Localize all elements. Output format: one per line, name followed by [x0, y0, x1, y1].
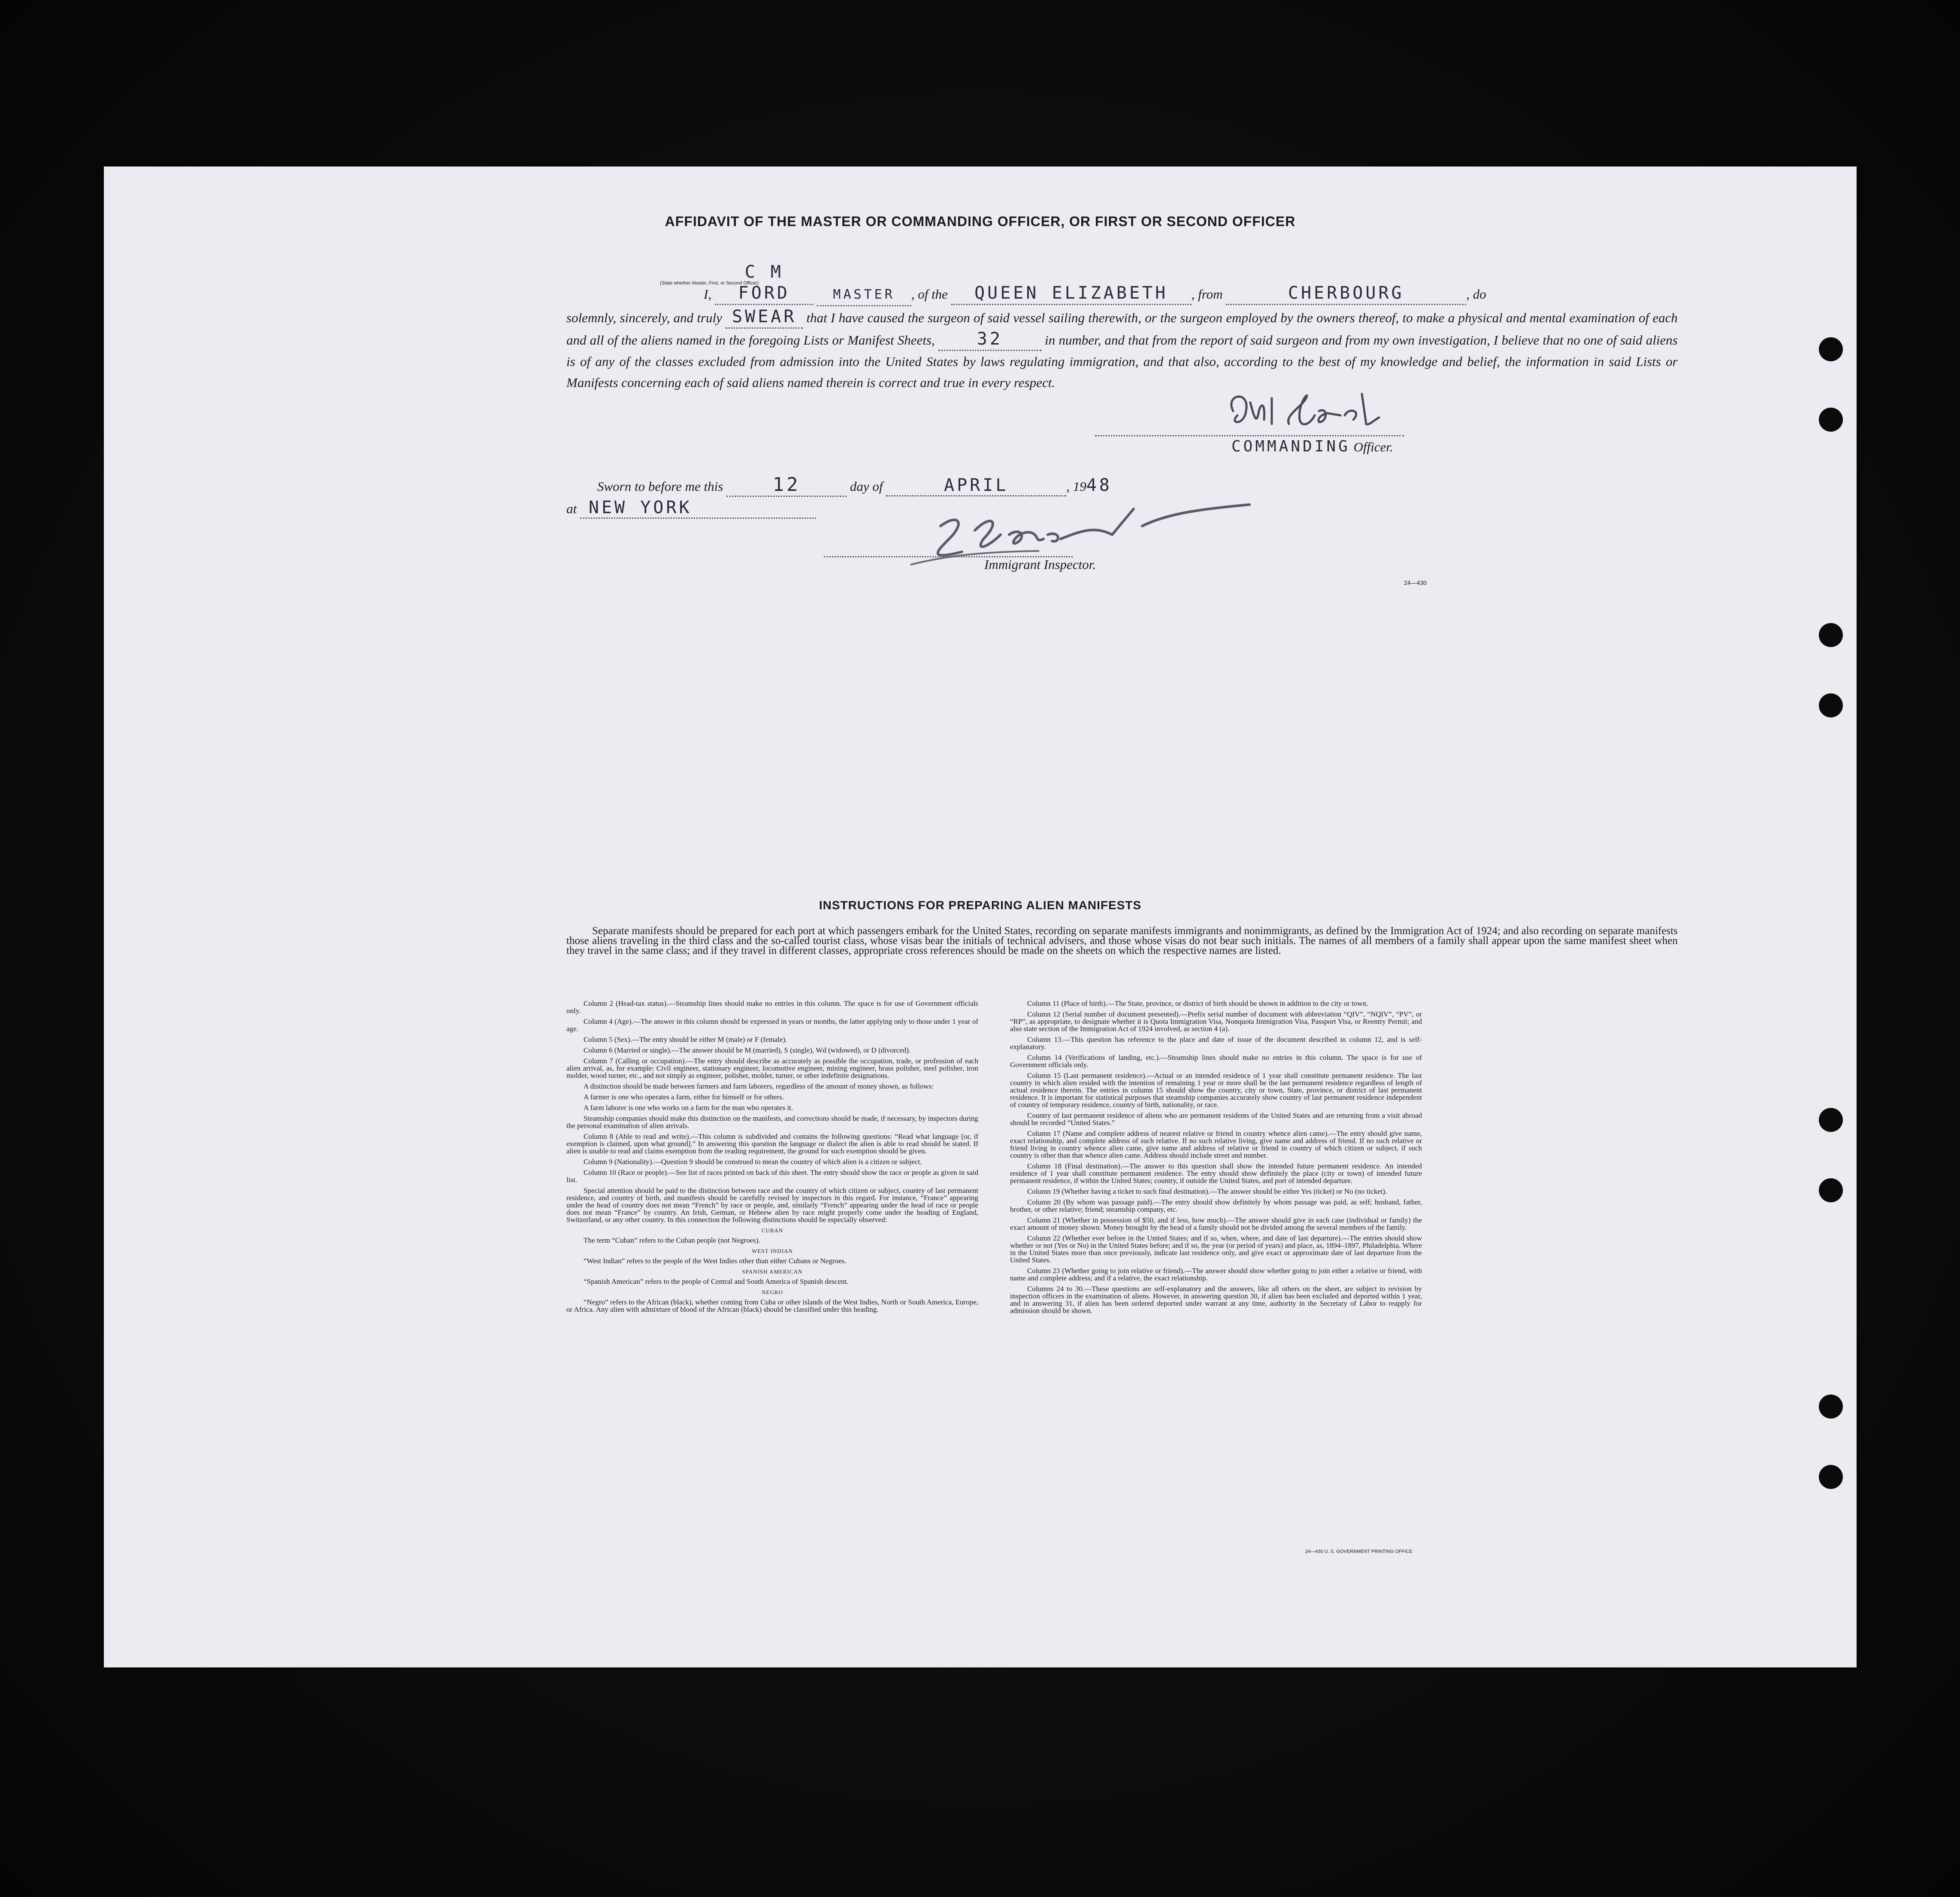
instruction-paragraph: Column 21 (Whether in possession of $50, and if less, how much).—The answer should give in each case (individual or family) the exact amount of money shown. Money brought by the head of a family should not be divided among the several members of the family. — [1010, 1216, 1422, 1231]
instruction-paragraph: “West Indian” refers to the people of the West Indies other than either Cubans or Negroes. — [584, 1257, 847, 1265]
officer-title: COMMANDING — [1231, 438, 1350, 455]
sworn-line: Sworn to before me this 12 day of APRIL , 1948 — [597, 474, 1112, 497]
sheet-count: 32 — [938, 329, 1041, 351]
instructions-title: INSTRUCTIONS FOR PREPARING ALIEN MANIFESTS — [819, 899, 1142, 912]
instruction-paragraph: Column 15 (Last permanent residence).—Actual or an intended residence of 1 year shall constitute permanent residence. The last country in which alien resided with the intention of remaining 1 year or more shall be the last permanent residence regardless of length of actual residence therein. The entries in column 15 should show the country, city or town, State, province, or district of last permanent residence. It is important for statistical purposes that steamship companies accurately show country of last permanent residence independent of country of temporary residence, country of birth, nationality, or race. — [1010, 1071, 1422, 1109]
form-number: 24—430 — [1404, 579, 1427, 586]
affidavit-title: AFFIDAVIT OF THE MASTER OR COMMANDING OFFICER, OR FIRST OR SECOND OFFICER — [665, 214, 1296, 229]
section-header: NEGRO — [762, 1289, 783, 1295]
instruction-paragraph: Column 22 (Whether ever before in the United States; and if so, when, where, and date of last departure).—The entries should show whether or not (Yes or No) in the United States before; and if so, the year (or period of years) and place, as, 1894–1897, Philadelphia. Where in the United States more than once previously, indicate last residence only, and give exact or approximate date of last departure from the United States. — [1010, 1234, 1422, 1264]
vessel-name: QUEEN ELIZABETH — [951, 283, 1192, 305]
binder-hole — [1819, 1108, 1843, 1132]
instruction-paragraph: Column 7 (Calling or occupation).—The entry should describe as accurately as possible the occupation, trade, or profession of each alien arrival, as, for example: Civil engineer, stationary engineer, locomotive engineer, mining engineer, brass polisher, steel polisher, iron molder, wood turner, etc., and not simply as engineer, polisher, molder, turner, or other indefinite designations. — [566, 1057, 978, 1080]
instruction-paragraph: Column 19 (Whether having a ticket to such final destination).—The answer should be either Yes (ticket) or No (no ticket). — [1027, 1187, 1387, 1195]
printing-office-code: 24—430 U. S. GOVERNMENT PRINTING OFFICE — [1305, 1549, 1413, 1554]
instruction-paragraph: Column 8 (Able to read and write).—This column is subdivided and contains the following questions: “Read what language [or, if exemption is claimed, upon what ground].” In answering this question the language or dialect the alien is able to read should be stated. If alien is unable to read and claims exemption from the reading requirement, the ground for such exemption should be given. — [566, 1132, 978, 1155]
place-line: at NEW YORK — [566, 498, 816, 519]
instructions-intro: Separate manifests should be prepared for each port at which passengers embark for the United States, recording on separate manifests immigrants and nonimmigrants, as defined by the Immigration Act of 1924; and also recording on separate manifests those aliens traveling in the third class and the so-called tourist class, whose visas bear the initials of technical advisers, and those whose visas do not bear such initials. The names of all members of a family shall appear upon the same manifest sheet when they travel in the same class; and if they travel in different classes, appropriate cross references should be made on the sheets on which the respective names are listed. — [566, 925, 1678, 956]
sworn-year: 48 — [1086, 475, 1112, 495]
instruction-paragraph: Column 12 (Serial number of document presented).—Prefix serial number of document with abbreviation “QIV”, “NQIV”, “PV”, or “RP”, as appropriate, to designate whether it is Quota Immigration Visa, Nonquota Immigration Visa, Passport Visa, or Reentry Permit; and also state section of the Immigration Act of 1924 involved, as section 4 (a). — [1010, 1010, 1422, 1033]
sworn-month: APRIL — [886, 475, 1066, 496]
master-signature — [1225, 385, 1388, 437]
instruction-paragraph: “Spanish American” refers to the people of Central and South America of Spanish descent. — [584, 1277, 849, 1286]
instruction-paragraph: Special attention should be paid to the distinction between race and the country of which citizen or subject, country of last permanent residence, and country of birth, and manifests should be carefully revised by inspectors in this regard. For instance, “France” appearing under the head of country does not mean “French” by race or people, and, similarly “French” appearing under the head of race or people does not mean “France” by country. An Irish, German, or Hebrew alien by race might properly come under the heading of England, Switzerland, or any other country. In this connection the following distinctions should be especially observed: — [566, 1186, 978, 1224]
affidavit-text: I, C M FORD MASTER , of the QUEEN ELIZABETH , from CHERBOURG , do solemnly, sincerely, and truly SWEAR that I have caused the surgeon of said vessel sailing therewith, or the surgeon employed by the owners thereof, to make a physical and mental examination of each and all of the aliens named in the foregoing Lists or Manifest Sheets, 32 in number, and that from the report of said surgeon and from my own investigation, I believe that no one of said aliens is of any of the classes excluded from admission into the United States by laws regulating immigration, and that also, according to the best of my knowledge and belief, the information in said Lists or Manifests concerning each of said aliens named therein is correct and true in every respect. — [566, 262, 1678, 390]
instruction-paragraph: Column 6 (Married or single).—The answer should be M (married), S (single), Wd (widowed), or D (divorced). — [584, 1046, 911, 1054]
binder-hole — [1819, 1178, 1843, 1202]
inspector-label: Immigrant Inspector. — [984, 557, 1096, 572]
section-header: WEST INDIAN — [752, 1248, 793, 1254]
section-header: CUBAN — [761, 1227, 783, 1234]
binder-hole — [1819, 1465, 1843, 1489]
instruction-paragraph: A farmer is one who operates a farm, either for himself or for others. — [584, 1093, 784, 1101]
officer-rank: MASTER — [817, 284, 911, 306]
instruction-paragraph: The term “Cuban” refers to the Cuban people (not Negroes). — [584, 1236, 760, 1244]
binder-hole — [1819, 1395, 1843, 1419]
instruction-paragraph: A distinction should be made between farmers and farm laborers, regardless of the amount of money shown, as follows: — [584, 1082, 934, 1090]
sworn-place: NEW YORK — [580, 498, 816, 519]
instruction-paragraph: Column 18 (Final destination).—The answer to this question shall show the intended future permanent residence. An intended residence of 1 year shall constitute permanent residence. The entry should show definitely the place (city or town) of intended future permanent residence, if within the United States; country, if outside the United States, and port of intended departure. — [1010, 1162, 1422, 1185]
instruction-paragraph: Column 5 (Sex).—The entry should be either M (male) or F (female). — [584, 1035, 787, 1044]
instruction-paragraph: Column 14 (Verifications of landing, etc.).—Steamship lines should make no entries in this column. The space is for use of Government officials only. — [1010, 1053, 1422, 1069]
manifest-sheet: AFFIDAVIT OF THE MASTER OR COMMANDING OFFICER, OR FIRST OR SECOND OFFICER I, C M FORD MASTER , of the QUEEN ELIZABETH , from CHERBOURG , do solemnly, sincerely, and truly SWEAR that I have caused the surgeon of said vessel sailing therewith, or the surgeon employed by the owners thereof, to make a physical and mental examination of each and all of the aliens named in the foregoing Lists or Manifest Sheets, 32 in number, and that from the report of said surgeon and from my own investigation, I believe that no one of said aliens is of any of the classes excluded from admission into the United States by laws regulating immigration, and that also, according to the best of my knowledge and belief, the information in said Lists or Manifests concerning each of said aliens named therein is correct and true in every respect. (State whether Master, First, or Second Officer) COMMANDING Officer. Sworn to before me this 12 day of APRIL , 1948 at NEW YORK Immigrant Inspector. 24—430 INSTRUCTIONS FOR PREPARING ALIEN MANIFESTS Separate manifests should be prepared for each port at which passengers embark for the United States, recording on separate manifests immigrants and nonimmigrants, as defined by the Immigration Act of 1924; and also recording on separate manifests those aliens traveling in the third class and the so-called tourist class, whose visas bear the initials of technical advisers, and those whose visas do not bear such initials. The names of all members of a family shall appear upon the same manifest sheet when they travel in the same class; and if they travel in different classes, appropriate cross references should be made on the sheets on which the respective names are listed. Column 2 (Head-tax status).—Steamship lines should make no entries in this column. The space is for use of Government officials only. Column 4 (Age).—The answer in this column should be expressed in years or months, the latter applying only to those under 1 year of age. Column 5 (Sex).—The entry should be either M (male) or F (female). Column 6 (Married or single).—The answer should be M (married), S (single), Wd (widowed), or D (divorced). Column 7 (Calling or occupation).—The entry should describe as accurately as possible the occupation, trade, or profession of each alien arrival, as, for example: Civil engineer, stationary engineer, locomotive engineer, mining engineer, brass polisher, steel polisher, iron molder, wood turner, etc., and not simply as engineer, polisher, molder, turner, or other indefinite designations. A distinction should be made between farmers and farm laborers, regardless of the amount of money shown, as follows: A farmer is one who operates a farm, either for himself or for others. A farm laborer is one who works on a farm for the man who operates it. Steamship companies should make this distinction on the manifests, and corrections should be made, if necessary, by inspectors during the personal examination of alien arrivals. Column 8 (Able to read and write).—This column is subdivided and contains the following questions: “Read what language [or, if exemption is claimed, upon what ground].” In answering this question the language or dialect the alien is able to read should be stated. If alien is unable to read and claims exemption from the reading requirement, the ground for such exemption should be given. Column 9 (Nationality).—Question 9 should be construed to mean the country of which alien is a citizen or subject. Column 10 (Race or people).—See list of races printed on back of this sheet. The entry should show the race or people as given in said list. Special attention should be paid to the distinction between race and the country of which citizen or subject, country of last permanent residence, and country of birth, and manifests should be carefully revised by inspectors in this regard. For instance, “France” appearing under the head of country does not mean “French” by race or people, and, similarly “French” appearing under the head of race or people does not mean “France” by country. An Irish, German, or Hebrew alien by race might properly come under the heading of England, Switzerland, or any other country. In this connection the following distinctions should be especially observed: CUBAN The term “Cuban” refers to the Cuban people (not Negroes). WEST INDIAN “West Indian” refers to the people of the West Indies other than either Cubans or Negroes. SPANISH AMERICAN “Spanish American” refers to the people of Central and South America of Spanish descent. NEGRO “Negro” refers to the African (black), whether coming from Cuba or other islands of the West Indies, North or South America, Europe, or Africa. Any alien with admixture of blood of the African (black) should be classified under this heading. Column 11 (Place of birth).—The State, province, or district of birth should be shown in addition to the city or town. Column 12 (Serial number of document presented).—Prefix serial number of document with abbreviation “QIV”, “NQIV”, “PV”, or “RP”, as appropriate, to designate whether it is Quota Immigration Visa, Nonquota Immigration Visa, Passport Visa, or Reentry Permit; and also state section of the Immigration Act of 1924 involved, as section 4 (a). Column 13.—This question has reference to the place and date of issue of the document described in column 12, and is self-explanatory. Column 14 (Verifications of landing, etc.).—Steamship lines should make no entries in this column. The space is for use of Government officials only. Column 15 (Last permanent residence).—Actual or an intended residence of 1 year shall constitute permanent residence. The last country in which alien resided with the intention of remaining 1 year or more shall be the last permanent residence regardless of length of actual residence therein. The entries in column 15 should show the country, city or town, State, province, or district of last permanent residence. It is important for statistical purposes that steamship companies accurately show country of last permanent residence independent of country of temporary residence, country of birth, nationality, or race. Country of last permanent residence of aliens who are permanent residents of the United States and are returning from a visit abroad should be recorded “United States.” Column 17 (Name and complete address of nearest relative or friend in country whence alien came).—The entry should give name, exact relationship, and complete address of such relative. If no such relative living, give name and address of friend. If no such relative or friend living in country whence alien came, give name and address of relative or friend in country of which citizen or subject, if such country is other than that whence alien came. Address should include street and number. Column 18 (Final destination).—The answer to this question shall show the intended future permanent residence. An intended residence of 1 year shall constitute permanent residence. The entry should show definitely the place (city or town) of intended future permanent residence, if within the United States; country, if outside the United States, and port of intended departure. Column 19 (Whether having a ticket to such final destination).—The answer should be either Yes (ticket) or No (no ticket). Column 20 (By whom was passage paid).—The entry should show definitely by whom passage was paid, as self; husband, father, brother, or other relative; friend; steamship company, etc. Column 21 (Whether in possession of $50, and if less, how much).—The answer should give in each case (individual or family) the exact amount of money shown. Money brought by the head of a family should not be divided among the several members of the family. Column 22 (Whether ever before in the United States; and if so, when, where, and date of last departure).—The entries should show whether or not (Yes or No) in the United States before; and if so, the year (or period of years) and place, as, 1894–1897, Philadelphia. Where in the United States more than once previously, indicate last residence only, and give exact or approximate date of last departure from the United States. Column 23 (Whether going to join relative or friend).—The answer should show whether going to join either a relative or friend, with name and complete address; and if a relative, the exact relationship. Columns 24 to 30.—These questions are self-explanatory and the answers, like all others on the sheet, are subject to revision by inspection officers in the examination of aliens. However, in answering question 30, if alien has been excluded and deported within 1 year, and in answering 31, if alien has been ordered deported under warrant at any time, authority in the Secretary of Labor to reapply for admission should be shown. 24—430 U. S. GOVERNMENT PRINTING OFFICE — [104, 166, 1857, 1667]
binder-hole — [1819, 693, 1843, 717]
instruction-paragraph: Columns 24 to 30.—These questions are self-explanatory and the answers, like all others on the sheet, are subject to revision by inspection officers in the examination of aliens. However, in answering question 30, if alien has been excluded and deported within 1 year, and in answering 31, if alien has been ordered deported under warrant at any time, authority in the Secretary of Labor to reapply for admission should be shown. — [1010, 1285, 1422, 1315]
binder-hole — [1819, 623, 1843, 647]
sworn-day: 12 — [726, 474, 847, 497]
instruction-paragraph: Column 10 (Race or people).—See list of races printed on back of this sheet. The entry should show the race or people as given in said list. — [566, 1168, 978, 1184]
master-name: C M FORD — [715, 262, 814, 305]
oath-word: SWEAR — [726, 306, 803, 329]
binder-hole — [1819, 408, 1843, 432]
rank-note: (State whether Master, First, or Second Officer) — [660, 281, 759, 286]
departure-port: CHERBOURG — [1226, 283, 1466, 305]
instruction-paragraph: Column 2 (Head-tax status).—Steamship lines should make no entries in this column. The space is for use of Government officials only. — [566, 999, 978, 1015]
instruction-paragraph: Steamship companies should make this distinction on the manifests, and corrections should be made, if necessary, by inspectors during the personal examination of alien arrivals. — [566, 1114, 978, 1130]
binder-hole — [1819, 337, 1843, 361]
instruction-paragraph: Column 11 (Place of birth).—The State, province, or district of birth should be shown in addition to the city or town. — [1027, 999, 1368, 1007]
instruction-paragraph: Country of last permanent residence of aliens who are permanent residents of the United States and are returning from a visit abroad should be recorded “United States.” — [1010, 1111, 1422, 1127]
instruction-paragraph: Column 4 (Age).—The answer in this column should be expressed in years or months, the latter applying only to those under 1 year of age. — [566, 1017, 978, 1033]
master-signature-line — [1095, 435, 1404, 436]
instruction-paragraph: Column 13.—This question has reference to the place and date of issue of the document described in column 12, and is self-explanatory. — [1010, 1035, 1422, 1051]
section-header: SPANISH AMERICAN — [742, 1268, 803, 1275]
instruction-paragraph: A farm laborer is one who works on a farm for the man who operates it. — [584, 1104, 793, 1112]
instruction-paragraph: Column 20 (By whom was passage paid).—The entry should show definitely by whom passage was paid, as self; husband, father, brother, or other relative; friend; steamship company, etc. — [1010, 1198, 1422, 1213]
instruction-paragraph: Column 9 (Nationality).—Question 9 should be construed to mean the country of which alien is a citizen or subject. — [584, 1158, 922, 1166]
instruction-paragraph: “Negro” refers to the African (black), whether coming from Cuba or other islands of the West Indies, North or South America, Europe, or Africa. Any alien with admixture of blood of the African (black) should be classified under this heading. — [566, 1298, 978, 1313]
instructions-left-column — [566, 1000, 978, 1316]
instruction-paragraph: Column 23 (Whether going to join relative or friend).—The answer should show whether going to join either a relative or friend, with name and complete address; and if a relative, the exact relationship. — [1010, 1267, 1422, 1282]
instruction-paragraph: Column 17 (Name and complete address of nearest relative or friend in country whence alien came).—The entry should give name, exact relationship, and complete address of such relative. If no such relative living, give name and address of friend. If no such relative or friend living in country whence alien came, give name and address of relative or friend in country of which citizen or subject, if such country is other than that whence alien came. Address should include street and number. — [1010, 1129, 1422, 1159]
instructions-right-column — [1010, 1000, 1422, 1318]
